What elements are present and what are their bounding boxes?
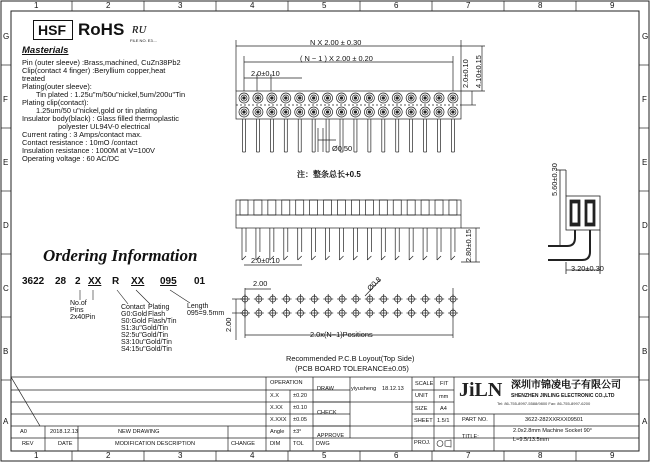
tb-part-no-label: PART NO. bbox=[462, 417, 488, 423]
column-label: 7 bbox=[466, 451, 471, 460]
ordering-note-pins: 2x40Pin bbox=[70, 314, 96, 321]
column-label: 3 bbox=[178, 451, 183, 460]
tb-part-no: 3622-282XXRXX09501 bbox=[525, 417, 584, 423]
ordering-leaders bbox=[80, 290, 190, 304]
front-lead-tip bbox=[284, 256, 288, 260]
materials-line: Plating(outer sleeve): bbox=[22, 82, 92, 91]
front-pin-sleeve bbox=[296, 200, 304, 215]
ordering-note-plating: Plating bbox=[148, 304, 170, 311]
ordering-note-plating: Flash bbox=[148, 311, 166, 318]
front-pin-sleeve bbox=[282, 200, 290, 215]
tb-title-1: 2.0x2.8mm Machine Socket 90° bbox=[513, 428, 593, 434]
pin-hole bbox=[452, 97, 455, 100]
pin-hole bbox=[340, 97, 343, 100]
tolerance-key: X.XXX bbox=[270, 417, 287, 423]
tolerance-key: X.XX bbox=[270, 405, 283, 411]
ordering-note-contact: S4:15u"Gold/Tin bbox=[121, 346, 172, 353]
front-pin-sleeve bbox=[365, 200, 373, 215]
materials-line: Current rating : 3 Amps/contact max. bbox=[22, 130, 142, 139]
tb-drawer: yiyusheng bbox=[351, 386, 377, 392]
pin-hole bbox=[326, 97, 329, 100]
tb-unit-val: mm bbox=[439, 394, 449, 400]
hsf-logo bbox=[33, 20, 73, 40]
column-label: 8 bbox=[538, 451, 543, 460]
column-label: 6 bbox=[394, 451, 399, 460]
materials-line: Contact resistance : 10mO /contact bbox=[22, 138, 138, 147]
dim-pcb-hole: Ø0.8 bbox=[365, 274, 383, 293]
pin-hole bbox=[452, 111, 455, 114]
pin-hole bbox=[368, 111, 371, 114]
dim-pcb-positions: 2.0x(N−1)Positions bbox=[310, 330, 373, 339]
pin-hole bbox=[368, 97, 371, 100]
row-label: A bbox=[3, 417, 9, 426]
front-lead-tip bbox=[423, 256, 427, 260]
materials-line: Pin (outer sleeve) :Brass,machined, CuZn38Pb2 bbox=[22, 58, 181, 67]
front-lead-tip bbox=[437, 256, 441, 260]
tolerance-key: Angle bbox=[270, 429, 285, 435]
front-pin-sleeve bbox=[351, 200, 359, 215]
materials-line: Tin plated : 1.25u"m/50u"nickel,5um/200u"Tin bbox=[36, 90, 186, 99]
front-pin-sleeve bbox=[421, 200, 429, 215]
hsf-text: HSF bbox=[38, 22, 66, 38]
ordering-note-length: Length bbox=[187, 303, 209, 310]
ul-file-no: FILE NO. E3.... bbox=[130, 38, 158, 43]
row-label: E bbox=[3, 158, 9, 167]
row-label: C bbox=[642, 284, 648, 293]
pin-hole bbox=[271, 111, 274, 114]
tolerance-value: ±0.20 bbox=[293, 393, 307, 399]
column-label: 2 bbox=[106, 1, 111, 10]
front-lead-tip bbox=[340, 256, 344, 260]
tolerance-value: ±0.10 bbox=[293, 405, 307, 411]
dim-right-a: 2.0±0.10 bbox=[461, 59, 470, 88]
materials-line: Insulator body(black) : Glass filled thermoplastic bbox=[22, 114, 179, 123]
front-lead-tip bbox=[381, 256, 385, 260]
pin-hole bbox=[312, 111, 315, 114]
front-pin-sleeve bbox=[379, 200, 387, 215]
dim-top-inner: ( N − 1 ) X 2.00 ± 0.20 bbox=[300, 54, 373, 63]
tolerance-value: ±0.05 bbox=[293, 417, 307, 423]
tb-check: CHECK bbox=[317, 410, 337, 416]
tb-operation: OPERATION bbox=[270, 380, 303, 386]
tb-title-label: TITLE: bbox=[462, 434, 479, 440]
front-lead-tip bbox=[326, 256, 330, 260]
front-pin-sleeve bbox=[449, 200, 457, 215]
front-lead-tip bbox=[353, 256, 357, 260]
tb-size: SIZE bbox=[415, 406, 428, 412]
column-label: 9 bbox=[610, 1, 615, 10]
ordering-note-plating: Flash/Tin bbox=[148, 318, 177, 325]
ordering-note-pins: No.of bbox=[70, 300, 87, 307]
front-pin-sleeve bbox=[435, 200, 443, 215]
dim-front-pitch: 2.0±0.10 bbox=[251, 256, 280, 265]
column-label: 3 bbox=[178, 1, 183, 10]
pin-hole bbox=[243, 97, 246, 100]
company-tel: Tel: 86-755-8997-5588/9800 Fax: 86-755-8997-6200 bbox=[497, 401, 591, 406]
pin-hole bbox=[257, 111, 260, 114]
ordering-code-part: 3622 bbox=[22, 276, 45, 287]
brand-logo: JiLN bbox=[459, 379, 503, 401]
ordering-code-part: 2 bbox=[75, 276, 81, 287]
pin-hole bbox=[284, 97, 287, 100]
dim-pcb-row: 2.00 bbox=[224, 317, 233, 332]
row-label: G bbox=[642, 32, 649, 41]
ordering-note-length: 095=9.5mm bbox=[187, 310, 225, 317]
column-label: 5 bbox=[322, 451, 327, 460]
pin-hole bbox=[424, 97, 427, 100]
tb-title-2: L=9.5/13.5mm bbox=[513, 437, 549, 443]
dim-right-b: 4.10±0.15 bbox=[474, 55, 483, 88]
pin-hole bbox=[340, 111, 343, 114]
ordering-note-pins: Pins bbox=[70, 307, 84, 314]
pin-hole bbox=[396, 111, 399, 114]
materials-line: 1.25um/50 u"nickel,gold or tin plating bbox=[36, 106, 157, 115]
pin-hole bbox=[382, 111, 385, 114]
tb-fit: FIT bbox=[440, 381, 449, 387]
front-lead-tip bbox=[298, 256, 302, 260]
pin-hole bbox=[271, 97, 274, 100]
ordering-code-part: XX bbox=[131, 276, 145, 287]
projection-symbol-icon bbox=[436, 439, 452, 448]
tb-sheet: SHEET bbox=[414, 418, 433, 424]
front-lead-tip bbox=[395, 256, 399, 260]
pin-hole bbox=[438, 111, 441, 114]
column-label: 7 bbox=[466, 1, 471, 10]
front-pin-sleeve bbox=[338, 200, 346, 215]
rev-header: MODIFICATION DESCRIPTION bbox=[115, 441, 196, 447]
front-view-body bbox=[236, 200, 461, 228]
row-label: D bbox=[3, 221, 9, 230]
pin-hole bbox=[354, 97, 357, 100]
rev-value: A0 bbox=[20, 429, 27, 435]
row-label: F bbox=[3, 95, 8, 104]
pin-hole bbox=[396, 97, 399, 100]
tb-date: 18.12.13 bbox=[382, 386, 404, 392]
pcb-caption-1: Recommended P.C.B Loyout(Top Side) bbox=[286, 354, 415, 363]
row-label: C bbox=[3, 284, 9, 293]
dim-pin-dia: Ø0.50 bbox=[332, 144, 353, 153]
front-pin-sleeve bbox=[240, 200, 248, 215]
svg-text:ʀᴜ: ʀᴜ bbox=[132, 21, 147, 37]
ordering-note-contact: Contact bbox=[121, 304, 146, 311]
ordering-code-part: 01 bbox=[194, 276, 206, 287]
column-label: 2 bbox=[106, 451, 111, 460]
pin-hole bbox=[326, 111, 329, 114]
dim-top-total: N X 2.00 ± 0.30 bbox=[310, 38, 362, 47]
front-lead-tip bbox=[242, 256, 246, 260]
ordering-note-contact: S1:3u"Gold/Tin bbox=[121, 325, 168, 332]
front-pin-sleeve bbox=[324, 200, 332, 215]
ordering-code-part: 095 bbox=[160, 276, 177, 287]
tb-scale: SCALE bbox=[415, 381, 434, 387]
pin-hole bbox=[424, 111, 427, 114]
front-lead-tip bbox=[312, 256, 316, 260]
row-label: D bbox=[642, 221, 648, 230]
materials-line: Clip(contact 4 finger) :Beryllium copper,heat bbox=[22, 66, 166, 75]
company-en: SHENZHEN JINLING ELECTRONIC CO.,LTD bbox=[511, 393, 615, 399]
note-cn: 注：整条总长+0.5 bbox=[297, 170, 361, 179]
column-label: 9 bbox=[610, 451, 615, 460]
rev-date: 2018.12.13 bbox=[50, 429, 78, 435]
column-label: 1 bbox=[34, 451, 39, 460]
materials-line: Plating clip(contact): bbox=[22, 98, 89, 107]
materials-line: polyester UL94V-0 electrical bbox=[58, 122, 151, 131]
ordering-code-part: 28 bbox=[55, 276, 67, 287]
row-label: B bbox=[3, 347, 9, 356]
tb-size-val: A4 bbox=[440, 406, 447, 412]
pin-hole bbox=[354, 111, 357, 114]
pin-hole bbox=[298, 97, 301, 100]
tb-unit: UNIT bbox=[415, 393, 429, 399]
pin-hole bbox=[382, 97, 385, 100]
ordering-code-part: R bbox=[112, 276, 120, 287]
pin-hole bbox=[298, 111, 301, 114]
rev-header: TOL bbox=[293, 441, 304, 447]
pin-hole bbox=[312, 97, 315, 100]
dim-side-height: 5.60±0.30 bbox=[550, 163, 559, 196]
front-pin-sleeve bbox=[393, 200, 401, 215]
rev-header: DIM bbox=[270, 441, 281, 447]
pin-hole bbox=[284, 111, 287, 114]
row-label: G bbox=[3, 32, 10, 41]
column-label: 1 bbox=[34, 1, 39, 10]
front-pin-sleeve bbox=[310, 200, 318, 215]
ordering-code-part: XX bbox=[88, 276, 102, 287]
front-lead-tip bbox=[451, 256, 455, 260]
column-label: 6 bbox=[394, 1, 399, 10]
front-pin-sleeve bbox=[268, 200, 276, 215]
dim-pitch-top: 2.0±0.10 bbox=[251, 69, 280, 78]
materials-title: Masterials bbox=[22, 45, 69, 56]
front-lead-tip bbox=[409, 256, 413, 260]
column-label: 4 bbox=[250, 451, 255, 460]
materials-line: Operating voltage : 60 AC/DC bbox=[22, 154, 120, 163]
pin-hole bbox=[243, 111, 246, 114]
tolerance-key: X.X bbox=[270, 393, 280, 399]
rev-description: NEW DRAWING bbox=[118, 429, 160, 435]
pin-hole bbox=[438, 97, 441, 100]
rev-header: REV bbox=[22, 441, 34, 447]
tolerance-value: ±3° bbox=[293, 429, 302, 435]
materials-line: Insulation resistance : 1000M at V=100V bbox=[22, 146, 155, 155]
rev-header: DATE bbox=[58, 441, 73, 447]
pcb-caption-2: (PCB BOARD TOLERANCE±0.05) bbox=[295, 364, 409, 373]
dim-front-height: 2.80±0.15 bbox=[464, 229, 473, 262]
front-lead-tip bbox=[367, 256, 371, 260]
rohs-logo: RoHS bbox=[78, 20, 125, 39]
front-pin-sleeve bbox=[407, 200, 415, 215]
materials-line: treated bbox=[22, 74, 46, 83]
column-label: 4 bbox=[250, 1, 255, 10]
ordering-note-contact: S0:Gold bbox=[121, 318, 147, 325]
row-label: A bbox=[642, 417, 648, 426]
ordering-note-contact: S2:5u"Gold/Tin bbox=[121, 332, 168, 339]
front-pin-sleeve bbox=[254, 200, 262, 215]
pin-hole bbox=[410, 97, 413, 100]
dim-pcb-pitch: 2.00 bbox=[253, 279, 268, 288]
column-label: 8 bbox=[538, 1, 543, 10]
ordering-note-contact: S3:10u"Gold/Tin bbox=[121, 339, 172, 346]
row-label: E bbox=[642, 158, 648, 167]
tb-sheet-val: 1.5/1 bbox=[437, 418, 450, 424]
tb-draw: DRAW bbox=[317, 386, 334, 392]
ul-mark-icon bbox=[130, 20, 160, 38]
row-label: F bbox=[642, 95, 647, 104]
ordering-title: Ordering Information bbox=[43, 246, 198, 265]
rev-header: CHANGE bbox=[231, 441, 255, 447]
dim-side-width: 3.20±0.30 bbox=[571, 264, 604, 273]
column-label: 5 bbox=[322, 1, 327, 10]
ordering-note-contact: G0:Gold bbox=[121, 311, 148, 318]
tb-approve: APPROVE bbox=[317, 433, 345, 439]
company-cn: 深圳市锦凌电子有限公司 bbox=[511, 380, 621, 391]
row-label: B bbox=[642, 347, 648, 356]
pin-hole bbox=[410, 111, 413, 114]
rev-header: DWG bbox=[316, 441, 330, 447]
tb-proj: PROJ. bbox=[414, 440, 431, 446]
pin-hole bbox=[257, 97, 260, 100]
